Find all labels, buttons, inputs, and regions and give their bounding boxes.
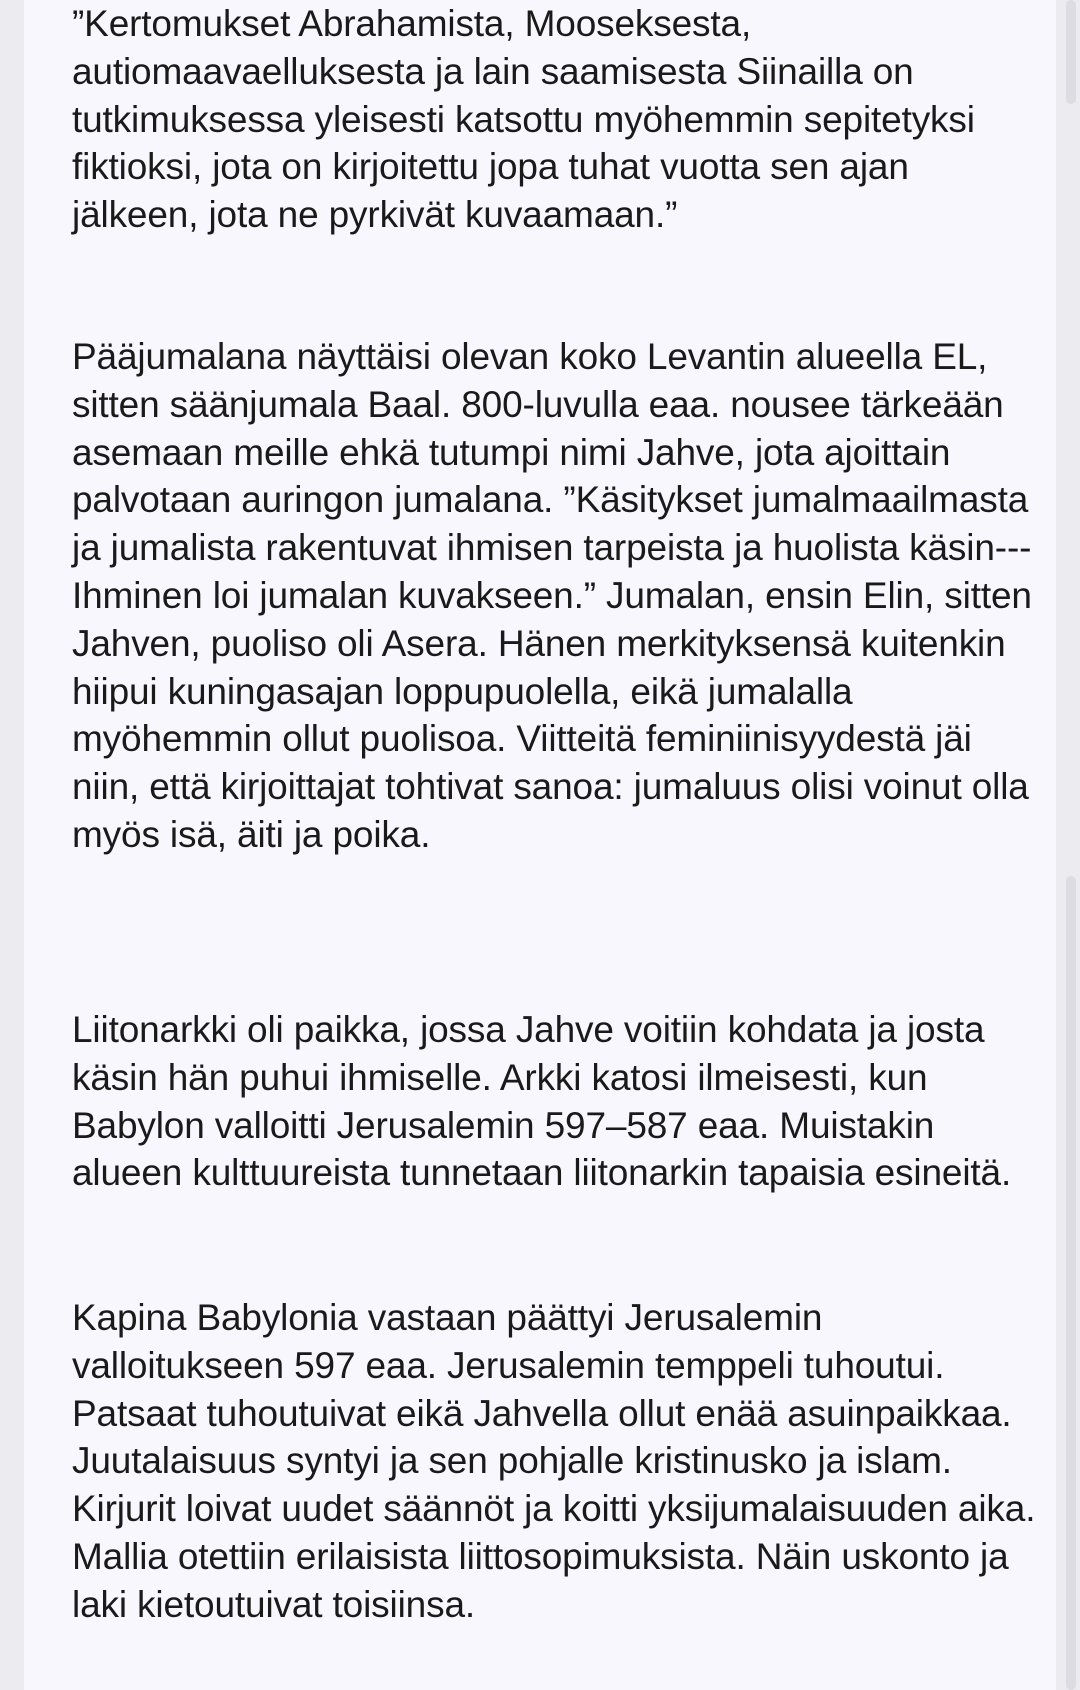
scrollbar-thumb-top[interactable] — [1066, 0, 1076, 104]
paragraph-main-god: Pääjumalana näyttäisi olevan koko Levantin alueella EL, sitten säänjumala Baal. 800-luvulla eaa. nousee tärkeään asemaan meille ehkä tutumpi nimi Jahve, jota ajoittain palvotaan auringon jumalana. ”Käsitykset jumalmaailmasta ja jumalista rakentuvat ihmisen tarpeista ja huolista käsin---Ihminen loi jumalan kuvakseen.” Jumalan, ensin Elin, sitten Jahven, puoliso oli Asera. Hänen merkityksensä kuitenkin hiipui kuningasajan loppupuolella, eikä jumalalla myöhemmin ollut puolisoa. Viitteitä feminiinisyydestä jäi niin, että kirjoittajat tohtivat sanoa: jumaluus olisi voinut olla myös isä, äiti ja poika. — [72, 336, 1032, 855]
paragraph-babylon-revolt: Kapina Babylonia vastaan päättyi Jerusalemin valloitukseen 597 eaa. Jerusalemin temppeli tuhoutui. Patsaat tuhoutuivat eikä Jahvella ollut enää asuinpaikkaa. Juutalaisuus syntyi ja sen pohjalle kristinusko ja islam. Kirjurit loivat uudet säännöt ja koitti yksijumalaisuuden aika. Mallia otettiin erilaisista liittosopimuksista. Näin uskonto ja laki kietoutuivat toisiinsa. — [72, 1297, 1036, 1625]
article-card — [24, 0, 1056, 1690]
scrollbar-thumb[interactable] — [1066, 876, 1076, 1690]
paragraph-quote-abraham: ”Kertomukset Abrahamista, Mooseksesta, autiomaavaelluksesta ja lain saamisesta Siinailla on tutkimuksessa yleisesti katsottu myöhemmin sepitetyksi fiktioksi, jota on kirjoitettu jopa tuhat vuotta sen ajan jälkeen, jota ne pyrkivät kuvaamaan.” — [72, 3, 975, 236]
scrollbar[interactable] — [1066, 0, 1080, 1690]
paragraph-ark-of-covenant: Liitonarkki oli paikka, jossa Jahve voitiin kohdata ja josta käsin hän puhui ihmiselle. Arkki katosi ilmeisesti, kun Babylon valloitti Jerusalemin 597–587 eaa. Muistakin alueen kulttuureista tunnetaan liitonarkin tapaisia esineitä. — [72, 1009, 1012, 1194]
